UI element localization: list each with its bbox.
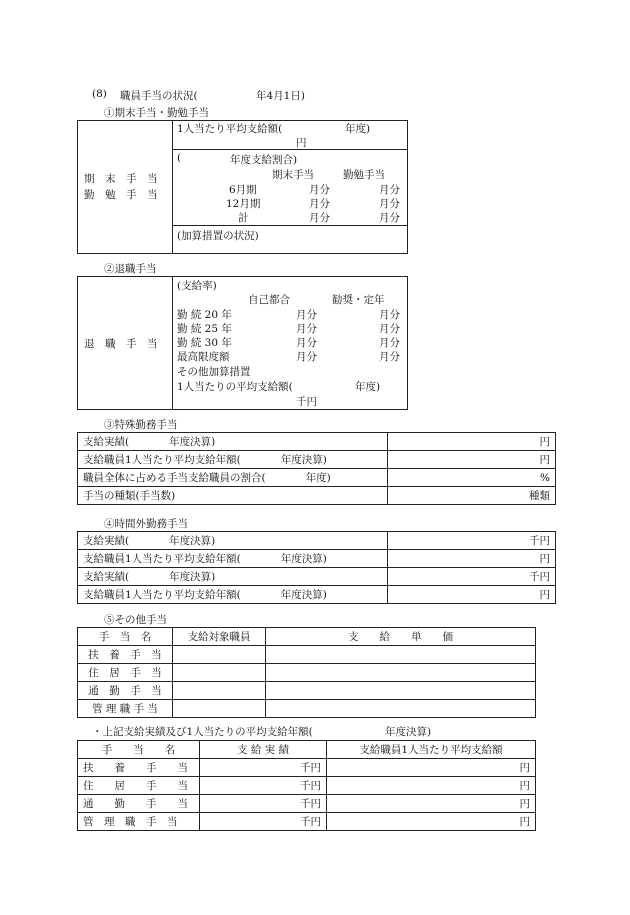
avg-cell: 円 bbox=[327, 813, 536, 831]
table-row bbox=[78, 813, 536, 831]
avg-cell: 円 bbox=[327, 777, 536, 795]
unit-cell: % bbox=[388, 469, 556, 487]
avg-cell: 円 bbox=[327, 759, 536, 777]
header-cell: 手 当 名 bbox=[78, 741, 200, 759]
table-row bbox=[78, 586, 556, 604]
row-value: 月分 bbox=[379, 198, 400, 210]
target-cell bbox=[173, 682, 266, 700]
row-value: 月分 bbox=[309, 184, 330, 196]
avg-pay-year: 年度) bbox=[345, 123, 371, 135]
row-label-cell: 支給職員1人当たり平均支給年額( 年度決算) bbox=[78, 586, 388, 604]
target-cell bbox=[173, 664, 266, 682]
unit-cell: 円 bbox=[388, 451, 556, 469]
sonota-table bbox=[77, 627, 536, 718]
rate-title-open: ( bbox=[177, 152, 182, 164]
unit-cell: 種類 bbox=[388, 487, 556, 505]
row-label-cell: 支給職員1人当たり平均支給年額( 年度決算) bbox=[78, 451, 388, 469]
heading-sonota: ⑤その他手当 bbox=[104, 614, 167, 626]
row-value: 月分 bbox=[379, 309, 400, 321]
table-row bbox=[78, 550, 556, 568]
allowance-name-cell: 通 勤 手 当 bbox=[78, 795, 200, 813]
header-cell: 手 当 名 bbox=[78, 628, 173, 646]
heading-tokushu: ③特殊勤務手当 bbox=[104, 419, 178, 431]
row-value: 月分 bbox=[379, 184, 400, 196]
allowance-name-cell: 扶 養 手 当 bbox=[78, 646, 173, 664]
target-cell bbox=[173, 646, 266, 664]
summary-line: ・上記支給実績及び1人当たりの平均支給年額( bbox=[92, 726, 313, 738]
row-label-cell: 手当の種類(手当数) bbox=[78, 487, 388, 505]
row-label-cell: 支給職員1人当たり平均支給年額( 年度決算) bbox=[78, 550, 388, 568]
table-row bbox=[78, 469, 556, 487]
row-value: 月分 bbox=[309, 198, 330, 210]
kasan-status: (加算措置の状況) bbox=[177, 230, 259, 242]
avg-pay-line: 1人当たり平均支給額( bbox=[177, 123, 283, 135]
row-label: 12月期 bbox=[226, 198, 261, 210]
allowance-name-cell: 管 理 職 手 当 bbox=[78, 813, 200, 831]
row-value: 月分 bbox=[309, 212, 330, 224]
unit-price-cell bbox=[266, 664, 536, 682]
avg-pay-line: 1人当たりの平均支給額( bbox=[177, 381, 293, 393]
amount-cell: 千円 bbox=[200, 795, 327, 813]
table-header-row bbox=[78, 628, 536, 646]
rate-title: 年度支給割合) bbox=[230, 154, 298, 166]
row-label-cell: 支給実績( 年度決算) bbox=[78, 532, 388, 550]
row-label: 計 bbox=[238, 212, 249, 224]
label-taishoku: 退 職 手 当 bbox=[84, 338, 158, 350]
header-cell: 支給対象職員 bbox=[173, 628, 266, 646]
row-value: 月分 bbox=[296, 323, 317, 335]
row-label: 勤 続 30 年 bbox=[177, 337, 232, 349]
jikangai-table bbox=[77, 531, 556, 604]
allowance-name-cell: 扶 養 手 当 bbox=[78, 759, 200, 777]
row-label: 勤 続 25 年 bbox=[177, 323, 232, 335]
avg-pay-unit: 円 bbox=[296, 137, 307, 149]
section-number: (8) bbox=[92, 88, 107, 100]
unit-cell: 円 bbox=[388, 550, 556, 568]
row-label: 最高限度額 bbox=[177, 351, 230, 363]
table-row bbox=[78, 759, 536, 777]
row-value: 月分 bbox=[296, 309, 317, 321]
allowance-name-cell: 住 居 手 当 bbox=[78, 777, 200, 795]
col-jiko: 自己都合 bbox=[248, 294, 290, 306]
amount-cell: 千円 bbox=[200, 777, 327, 795]
header-cell: 支 給 実 績 bbox=[200, 741, 327, 759]
amount-cell: 千円 bbox=[200, 813, 327, 831]
row-value: 月分 bbox=[379, 351, 400, 363]
unit-cell: 円 bbox=[388, 586, 556, 604]
row-label-cell: 支給実績( 年度決算) bbox=[78, 568, 388, 586]
summary-year: 年度決算) bbox=[385, 726, 432, 738]
avg-pay-year: 年度) bbox=[355, 381, 381, 393]
rate-title: (支給率) bbox=[177, 280, 217, 292]
allowance-name-cell: 管 理 職 手 当 bbox=[78, 700, 173, 718]
row-value: 月分 bbox=[379, 337, 400, 349]
table-header-row bbox=[78, 741, 536, 759]
row-value: 月分 bbox=[379, 323, 400, 335]
unit-price-cell bbox=[266, 700, 536, 718]
label-kinben: 勤 勉 手 当 bbox=[84, 189, 158, 201]
table-row bbox=[78, 532, 556, 550]
unit-cell: 円 bbox=[388, 433, 556, 451]
allowance-name-cell: 通 勤 手 当 bbox=[78, 682, 173, 700]
amount-cell: 千円 bbox=[200, 759, 327, 777]
avg-pay-unit: 千円 bbox=[296, 396, 317, 408]
heading-kimatsu-kinben: ①期末手当・勤勉手当 bbox=[104, 107, 209, 119]
unit-cell: 千円 bbox=[388, 568, 556, 586]
allowance-name-cell: 住 居 手 当 bbox=[78, 664, 173, 682]
target-cell bbox=[173, 700, 266, 718]
heading-jikangai: ④時間外勤務手当 bbox=[104, 518, 188, 530]
header-cell: 支給職員1人当たり平均支給額 bbox=[327, 741, 536, 759]
table-row bbox=[78, 682, 536, 700]
table-row bbox=[78, 795, 536, 813]
row-label-cell: 職員全体に占める手当支給職員の割合( 年度) bbox=[78, 469, 388, 487]
label-kimatsu: 期 末 手 当 bbox=[84, 173, 158, 185]
row-value: 月分 bbox=[379, 212, 400, 224]
summary-table bbox=[77, 740, 536, 831]
row-value: 月分 bbox=[296, 351, 317, 363]
row-value: 月分 bbox=[296, 337, 317, 349]
other-kasan: その他加算措置 bbox=[177, 366, 251, 378]
table-row bbox=[78, 646, 536, 664]
unit-price-cell bbox=[266, 646, 536, 664]
unit-price-cell bbox=[266, 682, 536, 700]
row-label-cell: 支給実績( 年度決算) bbox=[78, 433, 388, 451]
header-cell: 支 給 単 価 bbox=[266, 628, 536, 646]
section-title: 職員手当の状況( bbox=[120, 90, 198, 102]
col-kinben: 勤勉手当 bbox=[343, 169, 385, 181]
table-row bbox=[78, 664, 536, 682]
tokushu-table bbox=[77, 432, 556, 505]
heading-taishoku: ②退職手当 bbox=[104, 263, 157, 275]
row-label: 勤 続 20 年 bbox=[177, 309, 232, 321]
row-label: 6月期 bbox=[229, 184, 257, 196]
table-row bbox=[78, 777, 536, 795]
unit-cell: 千円 bbox=[388, 532, 556, 550]
section-date: 年4月1日) bbox=[256, 90, 305, 102]
table-row bbox=[78, 700, 536, 718]
col-kimatsu: 期末手当 bbox=[272, 169, 314, 181]
table-row bbox=[78, 568, 556, 586]
col-kansho: 勧奨・定年 bbox=[332, 294, 385, 306]
table-row bbox=[78, 433, 556, 451]
avg-cell: 円 bbox=[327, 795, 536, 813]
table-row bbox=[78, 487, 556, 505]
table-row bbox=[78, 451, 556, 469]
